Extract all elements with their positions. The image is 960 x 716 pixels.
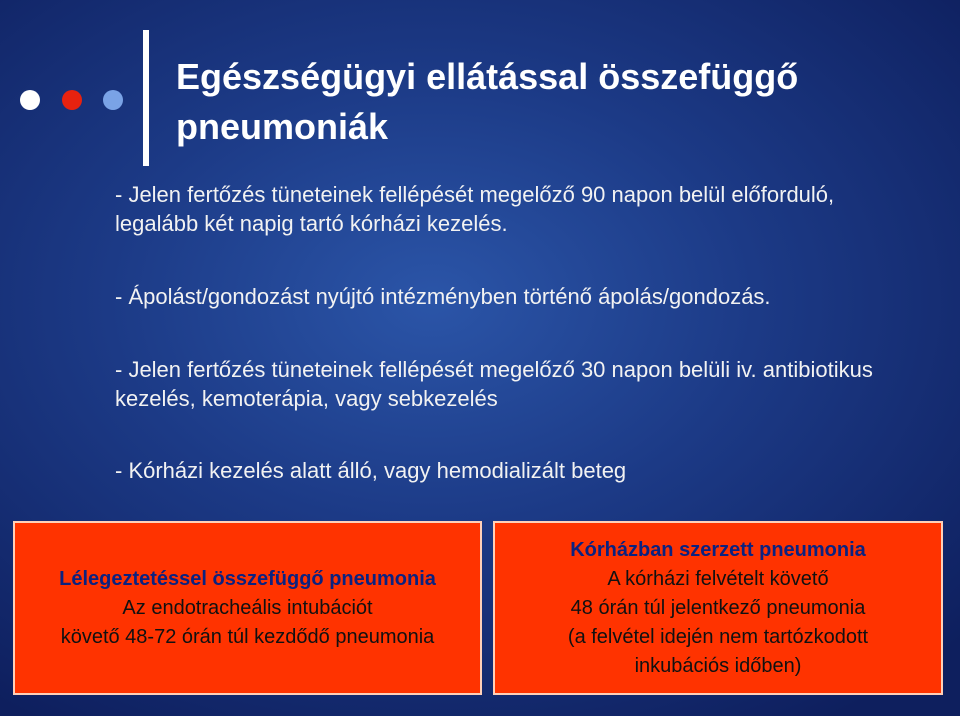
blue-dot bbox=[103, 90, 123, 110]
ventilator-pneumonia-box bbox=[13, 521, 482, 695]
title-divider bbox=[143, 30, 149, 166]
bullet-item: - Jelen fertőzés tüneteinek fellépését megelőző 90 napon belül előforduló, legalább két napig tartó kórházi kezelés. bbox=[115, 182, 835, 236]
bullet-list bbox=[115, 180, 905, 529]
bullet-item: - Kórházi kezelés alatt álló, vagy hemodializált beteg bbox=[115, 458, 627, 483]
red-dot bbox=[62, 90, 82, 110]
box-line: Az endotracheális intubációt bbox=[122, 596, 373, 619]
box-heading: Kórházban szerzett pneumonia bbox=[570, 538, 866, 561]
bullet-item: - Jelen fertőzés tüneteinek fellépését megelőző 30 napon belüli iv. antibiotikus kezelés, kemoterápia, vagy sebkezelés bbox=[115, 357, 873, 411]
box-line: követő 48-72 órán túl kezdődő pneumonia bbox=[60, 625, 435, 648]
hospital-pneumonia-box bbox=[493, 521, 943, 695]
box-line: (a felvétel idején nem tartózkodott bbox=[567, 625, 869, 648]
slide-title: Egészségügyi ellátással összefüggő pneumoniák bbox=[176, 56, 799, 147]
box-line: 48 órán túl jelentkező pneumonia bbox=[570, 596, 866, 619]
box-heading: Lélegeztetéssel összefüggő pneumonia bbox=[59, 567, 436, 590]
box-line: inkubációs időben) bbox=[634, 654, 802, 677]
box-line: A kórházi felvételt követő bbox=[607, 567, 829, 590]
bullet-item: - Ápolást/gondozást nyújtó intézményben történő ápolás/gondozás. bbox=[115, 284, 771, 309]
white-dot bbox=[20, 90, 40, 110]
